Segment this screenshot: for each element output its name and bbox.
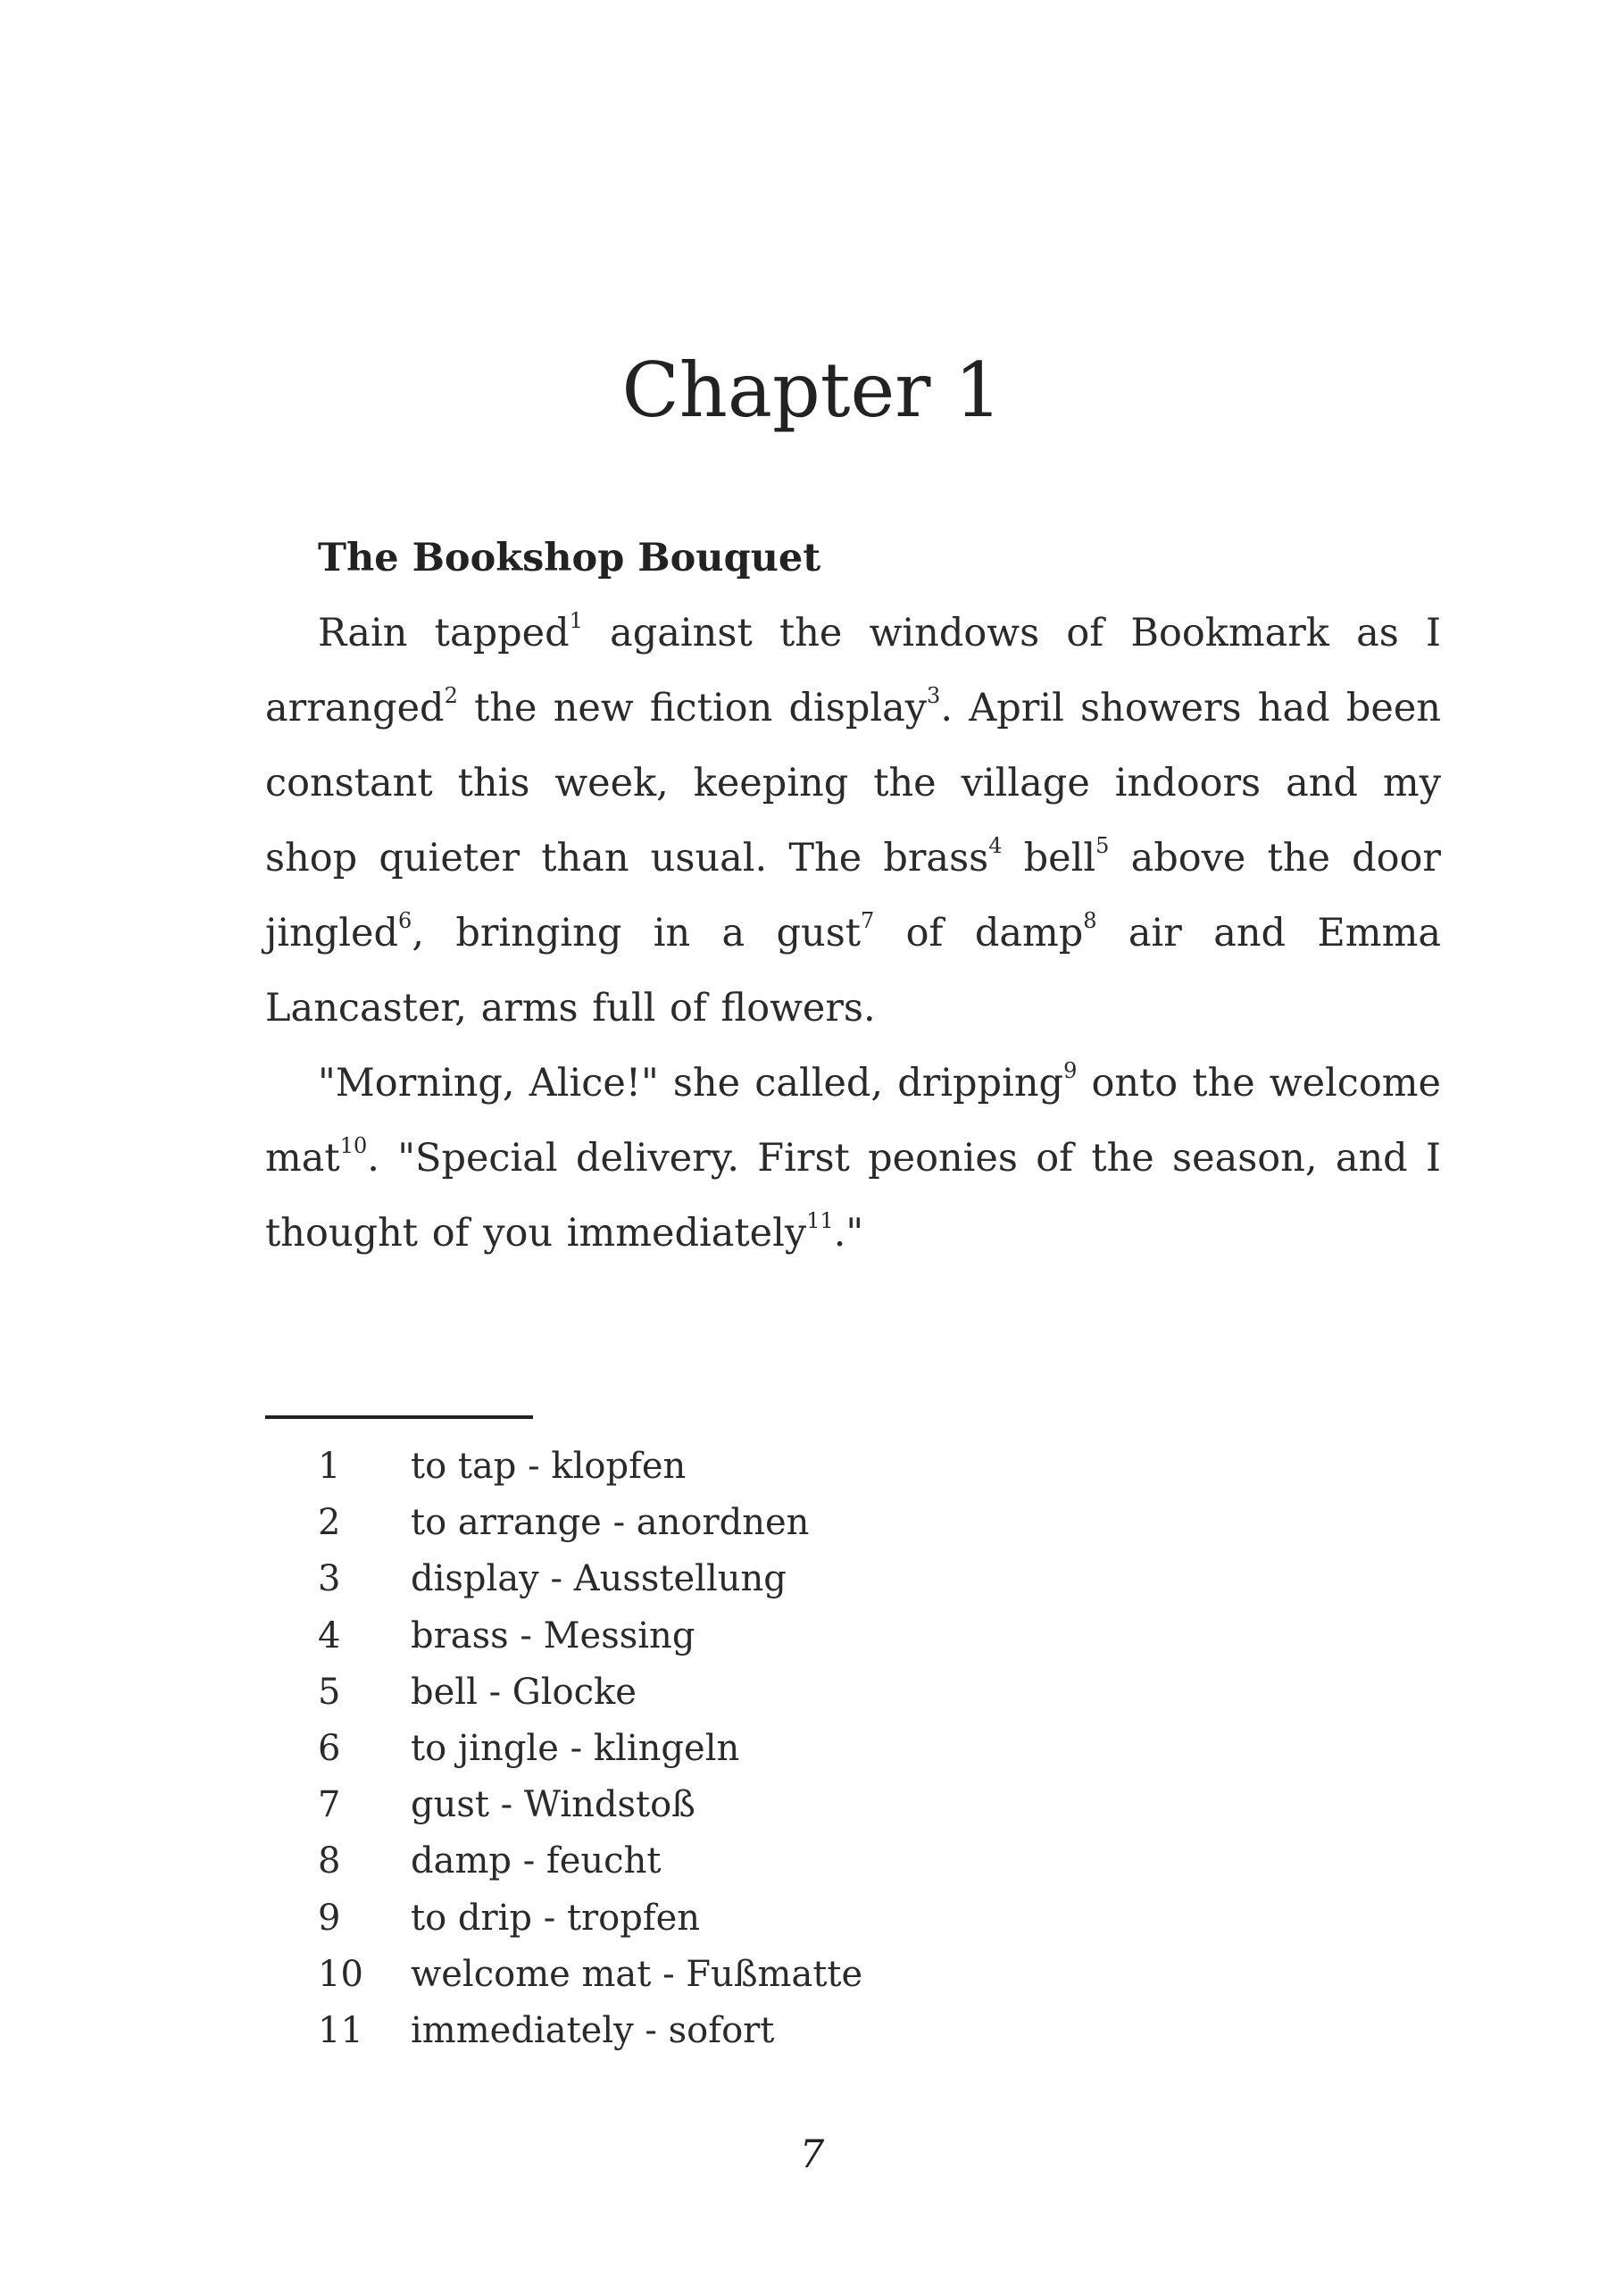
- footnote-text: immediately - sofort: [411, 2009, 775, 2051]
- footnote-number: 7: [318, 1784, 341, 1826]
- body-text: [265, 521, 1441, 1271]
- footnote-marker: 9: [1063, 1057, 1078, 1083]
- text-run: . April showers had been constant this week, keeping the village indoors and my shop quieter than usual. The brass: [265, 686, 1441, 880]
- chapter-title: Chapter 1: [621, 346, 1003, 434]
- footnote-item: [318, 1947, 862, 2003]
- text-run: .": [833, 1211, 864, 1256]
- footnote-item: [318, 1833, 862, 1890]
- footnote-marker: 8: [1083, 907, 1097, 933]
- footnote-item: [318, 1439, 862, 1495]
- footnote-marker: 2: [444, 682, 458, 708]
- footnote-text: gust - Windstoß: [411, 1784, 695, 1826]
- footnote-divider: [265, 1415, 533, 1419]
- footnote-marker: 4: [988, 832, 1003, 858]
- footnote-number: 3: [318, 1558, 341, 1600]
- text-run: "Morning, Alice!" she called, dripping: [318, 1061, 1064, 1106]
- footnote-item: [318, 1608, 862, 1665]
- footnote-number: 11: [318, 2009, 363, 2051]
- footnote-number: 5: [318, 1671, 341, 1713]
- footnote-number: 6: [318, 1727, 341, 1769]
- text-run: above the door jingled: [265, 836, 1441, 955]
- footnote-item: [318, 2003, 862, 2059]
- text-run: bell: [1002, 836, 1096, 880]
- footnote-number: 8: [318, 1840, 341, 1882]
- text-run: air and Emma Lancaster, arms full of flowers.: [265, 911, 1441, 1031]
- footnote-number: 10: [318, 1953, 363, 1995]
- footnote-marker: 1: [569, 607, 583, 633]
- footnote-marker: 6: [398, 907, 412, 933]
- footnote-number: 9: [318, 1897, 341, 1939]
- footnote-marker: 11: [806, 1207, 834, 1233]
- paragraphs: [265, 596, 1441, 1271]
- section-heading: The Bookshop Bouquet: [318, 536, 821, 580]
- footnote-text: to jingle - klingeln: [411, 1727, 740, 1769]
- footnote-number: 1: [318, 1446, 341, 1487]
- text-run: . "Special delivery. First peonies of the season, and I thought of you immediately: [265, 1136, 1441, 1256]
- footnote-text: brass - Messing: [411, 1615, 695, 1656]
- text-run: Rain tapped: [318, 611, 570, 655]
- text-run: of damp: [874, 911, 1084, 955]
- footnote-text: damp - feucht: [411, 1840, 662, 1882]
- footnote-item: [318, 1721, 862, 1777]
- footnote-number: 2: [318, 1502, 341, 1544]
- paragraph: [265, 1046, 1441, 1271]
- footnote-marker: 5: [1095, 832, 1110, 858]
- page-number: 7: [799, 2132, 825, 2177]
- text-run: the new fiction display: [457, 686, 928, 730]
- footnote-marker: 10: [339, 1132, 368, 1158]
- footnote-text: bell - Glocke: [411, 1671, 637, 1713]
- text-run: , bringing in a gust: [412, 911, 862, 955]
- footnote-number: 4: [318, 1615, 341, 1656]
- footnote-item: [318, 1495, 862, 1551]
- text-run: against the windows of Bookmark as I arranged: [265, 611, 1441, 730]
- footnote-text: to tap - klopfen: [411, 1446, 687, 1487]
- footnote-text: display - Ausstellung: [411, 1558, 787, 1600]
- footnote-item: [318, 1665, 862, 1721]
- footnote-text: to arrange - anordnen: [411, 1502, 810, 1544]
- footnote-marker: 3: [927, 682, 941, 708]
- footnote-item: [318, 1551, 862, 1607]
- footnote-text: welcome mat - Fußmatte: [411, 1953, 863, 1995]
- paragraph: [265, 596, 1441, 1046]
- footnote-list: [318, 1439, 862, 2059]
- footnote-item: [318, 1890, 862, 1947]
- footnote-item: [318, 1777, 862, 1833]
- footnote-marker: 7: [861, 907, 875, 933]
- footnote-text: to drip - tropfen: [411, 1897, 701, 1939]
- text-run: onto the welcome mat: [265, 1061, 1442, 1181]
